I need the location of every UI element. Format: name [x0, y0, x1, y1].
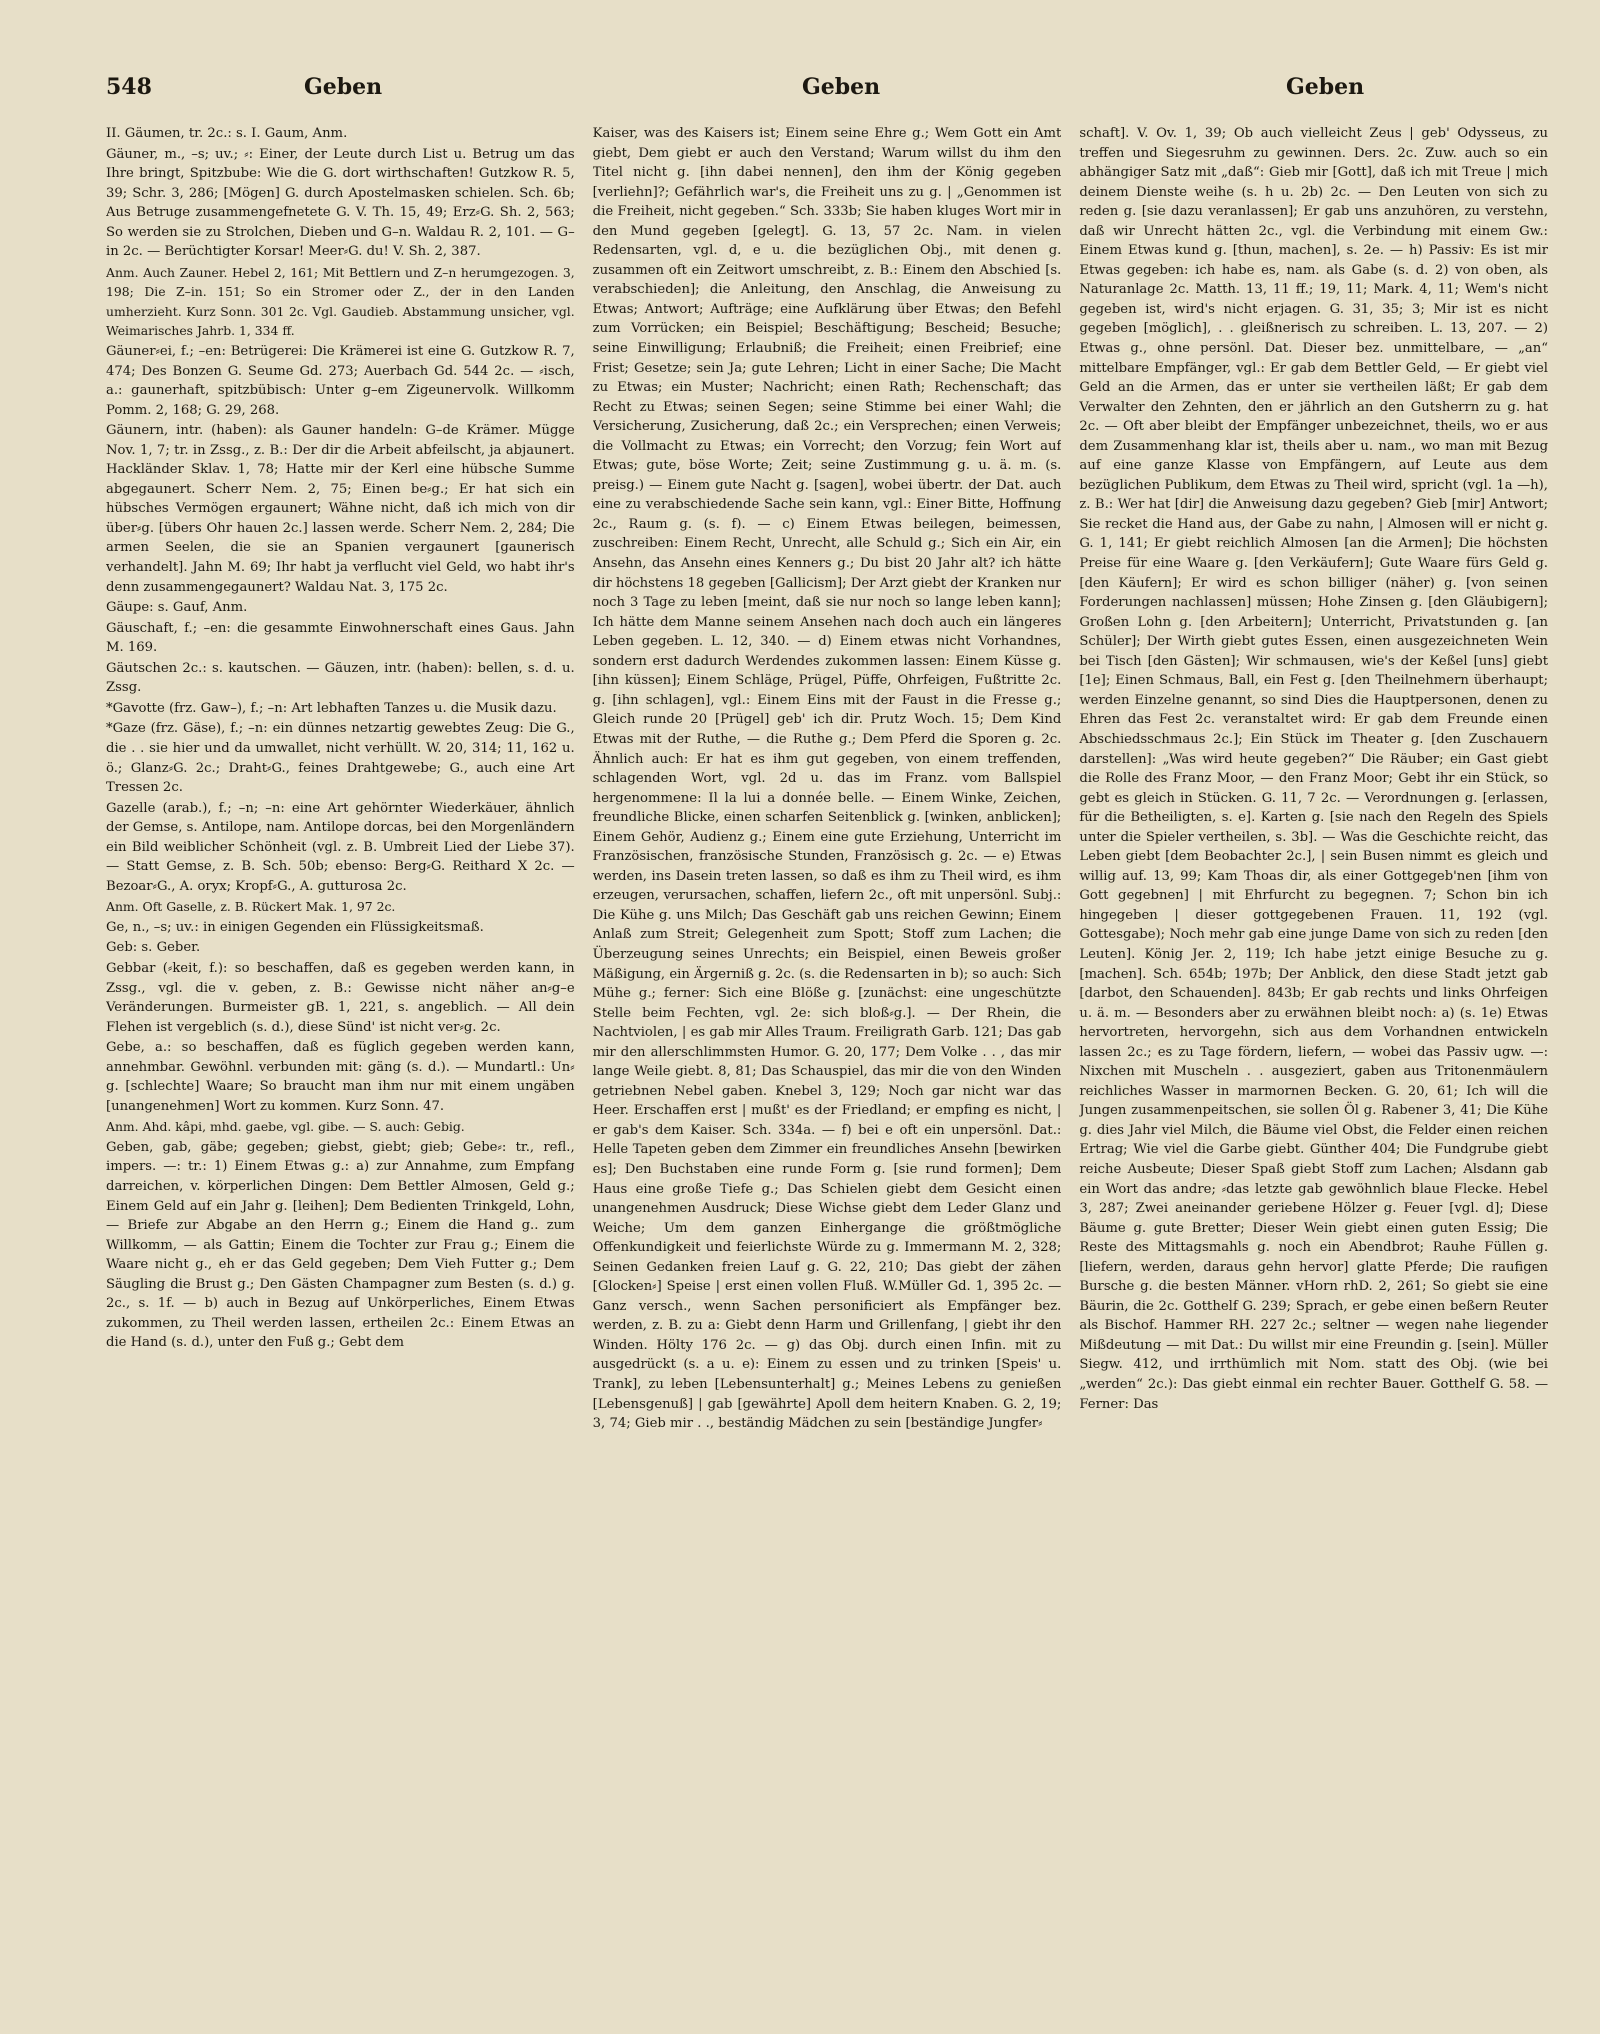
page-header: [100, 74, 1550, 110]
entry-paragraph: Gäupe: s. Gauf, Anm.: [106, 600, 248, 616]
entry-paragraph: *Gaze (frz. Gäse), f.; –n: ein dünnes netzartig gewebtes Zeug: Die G., die . . sie hier und da umwallet, nicht verhüllt. W. 20, 314; 11, 162 u. ö.; Glanz⸗G. 2c.; Draht⸗G., feines Drahtgewebe; G., auch eine Art Tressen 2c.: [106, 721, 575, 796]
entry-paragraph: Gebe, a.: so beschaffen, daß es füglich gegeben werden kann, annehmbar. Gewöhnl. verbunden mit: gäng (s. d.). — Mundartl.: Un⸗g. [schlechte] Waare; So braucht man ihm nur mit einem ungäben [unangenehmen] Wort zu kommen. Kurz Sonn. 47.: [106, 1040, 575, 1114]
entry-paragraph: Gäuner⸗ei, f.; –en: Betrügerei: Die Krämerei ist eine G. Gutzkow R. 7, 474; Des Bonzen G. Seume Gd. 273; Auerbach Gd. 544 2c. — ⸗isch, a.: gaunerhaft, spitzbübisch: Unter g–em Zigeunervolk. Willkomm Pomm. 2, 168; G. 29, 268.: [106, 344, 575, 418]
running-title-center: Geben: [802, 74, 881, 100]
text-columns: [106, 124, 1548, 1994]
entry-paragraph: *Gavotte (frz. Gaw–), f.; –n: Art lebhaften Tanzes u. die Musik dazu.: [106, 700, 557, 716]
entry-paragraph: Gäuschaft, f.; –en: die gesammte Einwohnerschaft eines Gaus. Jahn M. 169.: [106, 620, 575, 656]
entry-paragraph: Gäutschen 2c.: s. kautschen. — Gäuzen, intr. (haben): bellen, s. d. u. Zssg.: [106, 660, 575, 696]
entry-paragraph: Geben, gab, gäbe; gegeben; giebst, giebt; gieb; Gebe⸗: tr., refl., impers. —: tr.: 1) Einem Etwas g.: a) zur Annahme, zum Empfang darreichen, v. körperlichen Dingen: Dem Bettler Almosen, Geld g.; Einem Geld auf ein Jahr g. [leihen]; Dem Bedienten Trinkgeld, Lohn, — Briefe zur Abgabe an den Herrn g.; Einem die Hand g.. zum Willkomm, — als Gattin; Einem die Tochter zur Frau g.; Einem die Waare nicht g., eh er das Geld gegeben; Dem Vieh Futter g.; Dem Säugling die Brust g.; Den Gästen Champagner zum Besten (s. d.) g. 2c., s. 1f. — b) auch in Bezug auf Unkörperliches, Einem Etwas zukommen, zu Theil werden lassen, ertheilen 2c.: Einem Etwas an die Hand (s. d.), unter den Fuß g.; Gebt dem: [106, 1139, 575, 1351]
entry-paragraph: Geb: s. Geber.: [106, 940, 201, 956]
entry-paragraph: Anm. Ahd. kâpi, mhd. gaebe, vgl. gibe. — S. auch: Gebig.: [106, 1119, 465, 1135]
entry-paragraph: Kaiser, was des Kaisers ist; Einem seine Ehre g.; Wem Gott ein Amt giebt, Dem giebt er auch den Verstand; Warum willst du ihm den Titel nicht g. [ihn dabei nennen], den ihm der König gegeben [verliehn]?; Gefährlich war's, die Freiheit uns zu g. | „Genommen ist die Freiheit, nicht gegeben.“ Sch. 333b; Sie haben kluges Wort mir in den Mund gegeben [gelegt]. G. 13, 57 2c. Nam. in vielen Redensarten, vgl. d, e u. die bezüglichen Obj., mit denen g. zusammen oft ein Zeitwort umschreibt, z. B.: Einem den Abschied [s. verabschieden]; die Anleitung, den Anschlag, die Anweisung zu Etwas; Antwort; Aufträge; eine Aufklärung über Etwas; den Befehl zum Vorrücken; ein Beispiel; Beschäftigung; Bescheid; Besuche; seine Einwilligung; Erlaubniß; die Freiheit; einen Freibrief; eine Frist; Gesetze; sein Ja; gute Lehren; Licht in einer Sache; Die Macht zu Etwas; ein Muster; Nachricht; einen Rath; Rechenschaft; das Recht zu Etwas; seinen Segen; seine Stimme bei einer Wahl; die Versicherung, Zusicherung, daß 2c.; ein Versprechen; einen Verweis; die Vollmacht zu Etwas; ein Vorrecht; den Vorzug; fein Wort auf Etwas; gute, böse Worte; Zeit; seine Zustimmung g. u. ä. m. (s. preisg.) — Einem gute Nacht g. [sagen], wobei übertr. der Dat. auch eine zu verabschiedende Sache sein kann, vgl.: Einer Bitte, Hoffnung 2c., Raum g. (s. f). — c) Einem Etwas beilegen, beimessen, zuschreiben: Einem Recht, Unrecht, alle Schuld g.; Sich ein Air, ein Ansehn, das Ansehn eines Kenners g.; Du bist 20 Jahr alt? ich hätte dir höchstens 18 gegeben [Gallicism]; Der Arzt giebt der Kranken nur noch 3 Tage zu leben [meint, daß sie nur noch so lange leben kann]; Ich hätte dem Manne seinem Ansehen nach doch auch ein längeres Leben gegeben. L. 12, 340. — d) Einem etwas nicht Vorhandnes, sondern erst dadurch Werdendes zukommen lassen: Einem Küsse g. [ihn küssen]; Einem Schläge, Prügel, Püffe, Ohrfeigen, Fußtritte 2c. g. [ihn schlagen], vgl.: Einem Eins mit der Faust in die Fresse g.; Gleich runde 20 [Prügel] geb' ich dir. Prutz Woch. 15; Dem Kind Etwas mit der Ruthe, — die Ruthe g.; Dem Pferd die Sporen g. 2c. Ähnlich auch: Er hat es ihm gut gegeben, von einem treffenden, schlagenden Wort, vgl. 2d u. das im Franz. vom Ballspiel hergenommene: Il la lui a donnée belle. — Einem Winke, Zeichen, freundliche Blicke, einen scharfen Seitenblick g. [winken, anblicken]; Einem Gehör, Audienz g.; Einem eine gute Erziehung, Unterricht im Französischen, französische Stunden, Französisch g. 2c. — e) Etwas werden, ins Dasein treten lassen, so daß es ihm zu Theil wird, es ihm erzeugen, verursachen, schaffen, liefern 2c., oft mit unpersönl. Subj.: Die Kühe g. uns Milch; Das Geschäft gab uns reichen Gewinn; Einem Anlaß zum Streit; Gelegenheit zum Spott; Stoff zum Lachen; die Überzeugung seines Unrechts; ein Beispiel, einen Beweis großer Mäßigung, ein Ärgerniß g. 2c. (s. die Redensarten in b); so auch: Sich Mühe g.; ferner: Sich eine Blöße g. [zunächst: eine ungeschützte Stelle beim Fechten, vgl. 2e: sich bloß⸗g.]. — Der Rhein, die Nachtviolen, | es gab mir Alles Traum. Freiligrath Garb. 121; Das gab mir den allerschlimmsten Humor. G. 20, 177; Dem Volke . . , das mir lange Weile giebt. 8, 81; Das Schauspiel, das mir die von den Winden getriebnen Nebel gaben. Knebel 3, 129; Noch gar nicht war das Heer. Erschaffen erst | mußt' es der Friedland; er empfing es nicht, | er gab's dem Kaiser. Sch. 334a. — f) bei e oft ein unpersönl. Dat.: Helle Tapeten geben dem Zimmer ein freundliches Ansehn [bewirken es]; Den Buchstaben eine runde Form g. [sie rund formen]; Dem Haus eine große Tiefe g.; Das Schielen giebt dem Gesicht einen unangenehmen Ausdruck; Diese Wichse giebt dem Leder Glanz und Weiche; Um dem ganzen Einhergange die größtmögliche Offenkundigkeit und feierlichste Würde zu g. Immermann M. 2, 328; Seinen Gedanken freien Lauf g. G. 22, 210; Das giebt der zähen [Glocken⸗] Speise | erst einen vollen Fluß. W.Müller Gd. 1, 395 2c. — Ganz versch., wenn Sachen personificiert als Empfänger bez. werden, z. B. zu a: Giebt denn Harm und Grillenfang, | giebt ihr den Winden. Hölty 176 2c. — g) das Obj. durch einen Infin. mit zu ausgedrückt (s. a u. e): Einem zu essen und zu trinken [Speis' u. Trank], zu leben [Lebensunterhalt] g.; Meines Lebens zu genießen [Lebensgenuß] | gab [gewährte] Apoll dem heitern Knaben. G. 2, 19; 3, 74; Gieb mir . ., beständig Mädchen zu sein [beständige Jungfer⸗: [592, 126, 1062, 1432]
page-number: 548: [106, 74, 152, 100]
entry-paragraph: Gebbar (⸗keit, f.): so beschaffen, daß es gegeben werden kann, in Zssg., vgl. die v. geben, z. B.: Gewisse nicht näher an⸗g–e Veränderungen. Burmeister gB. 1, 221, s. angeblich. — All dein Flehen ist vergeblich (s. d.), diese Sünd' ist nicht ver⸗g. 2c.: [106, 960, 575, 1035]
running-title-left: Geben: [304, 74, 383, 100]
entry-paragraph: schaft]. V. Ov. 1, 39; Ob auch vielleicht Zeus | geb' Odysseus, zu treffen und Siegesruhm zu gewinnen. Ders. 2c. Zuw. auch so ein abhängiger Satz mit „daß“: Gieb mir [Gott], daß ich mit Treue | mich deinem Dienste weihe (s. h u. 2b) 2c. — Den Leuten von sich zu reden g. [sie dazu veranlassen]; Er gab uns anzuhören, zu verstehn, daß wir Unrecht hätten 2c., vgl. die Verbindung mit einem Gw.: Einem Etwas kund g. [thun, machen], s. 2e. — h) Passiv: Es ist mir Etwas gegeben: ich habe es, nam. als Gabe (s. d. 2) von oben, als Naturanlage 2c. Matth. 13, 11 ff.; 19, 11; Mark. 4, 11; Wem's nicht gegeben ist, wird's nicht erjagen. G. 31, 35; 3; Mir ist es nicht gegeben [möglich], . . gleißnerisch zu schreiben. L. 13, 207. — 2) Etwas g., ohne persönl. Dat. Dieser bez. unmittelbare, — „an“ mittelbare Empfänger, vgl.: Er gab dem Bettler Geld, — Er giebt viel Geld an die Armen, das er unter sie vertheilen läßt; Er gab dem Verwalter den Zehnten, den er jährlich an den Gutsherrn zu g. hat 2c. — Oft aber bleibt der Empfänger unbezeichnet, theils, wo er aus dem Zusammenhang klar ist, theils aber u. nam., wo man mit Bezug auf eine ganze Klasse von Empfängern, auf Leute aus dem bezüglichen Publikum, dem Etwas zu Theil wird, spricht (vgl. 1a —h), z. B.: Wer hat [dir] die Anweisung dazu gegeben? Gieb [mir] Antwort; Sie recket die Hand aus, der Gabe zu nahn, | Almosen will er nicht g. G. 1, 141; Er giebt reichlich Almosen [an die Armen]; Die höchsten Preise für eine Waare g. [den Verkäufern]; Gute Waare fürs Geld g. [den Käufern]; Er wird es schon billiger (näher) g. [von seinen Forderungen nachlassen] müssen; Hohe Zinsen g. [den Gläubigern]; Großen Lohn g. [den Arbeitern]; Unterricht, Privatstunden g. [an Schüler]; Der Wirth giebt gutes Essen, einen ausgezeichneten Wein bei Tisch [den Gästen]; Wir schmausen, wie's der Keßel [uns] giebt [1e]; Einen Schmaus, Ball, ein Fest g. [den Theilnehmern überhaupt; werden Einzelne genannt, so sind Dies die Hauptpersonen, denen zu Ehren das Fest 2c. veranstaltet wird: Er gab dem Freunde einen Abschiedsschmaus 2c.]; Ein Stück im Theater g. [den Zuschauern darstellen]: „Was wird heute gegeben?“ Die Räuber; ein Gast giebt die Rolle des Franz Moor, — den Franz Moor; Gebt ihr ein Stück, so gebt es gleich in Stücken. G. 11, 7 2c. — Verordnungen g. [erlassen, für die Betheiligten, s. e]. Karten g. [sie nach den Regeln des Spiels unter die Spieler vertheilen, s. 3b]. — Was die Geschichte reicht, das Leben giebt [dem Beobachter 2c.], | sein Busen nimmt es gleich und willig auf. 13, 99; Kam Thoas dir, als einer Gottgegeb'nen [ihm von Gott gegebnen] | mit Ehrfurcht zu begegnen. 7; Schon bin ich hingegeben | dieser gottgegebenen Frauen. 11, 192 (vgl. Gottesgabe); Noch mehr gab eine junge Dame von sich zu reden [den Leuten]. König Jer. 2, 119; Ich habe jetzt einige Besuche zu g. [machen]. Sch. 654b; 197b; Der Anblick, den diese Stadt jetzt gab [darbot, den Schauenden]. 843b; Er gab rechts und links Ohrfeigen u. ä. m. — Besonders aber zu erwähnen bleibt noch: a) (s. 1e) Etwas hervortreten, hervorgehn, sich aus dem Vorhandnen entwickeln lassen 2c.; es zu Tage fördern, liefern, — wobei das Passiv ugw. —: Nixchen mit Muscheln . . ausgeziert, gaben aus Tritonenmäulern reichliches Wasser in marmornen Becken. G. 20, 61; Ich will die Jungen zusammenpeitschen, sie sollen Öl g. Rabener 3, 41; Die Kühe g. dies Jahr viel Milch, die Bäume viel Obst, die Felder einen reichen Ertrag; Wie viel die Garbe giebt. Günther 404; Die Fundgrube giebt reiche Ausbeute; Dieser Spaß giebt Stoff zum Lachen; Alsdann gab ein Wort das andre; ⸗das letzte gab gewöhnlich blaue Flecke. Hebel 3, 287; Zwei aneinander geriebene Hölzer g. Feuer [vgl. d]; Diese Bäume g. gute Bretter; Dieser Wein giebt einen guten Essig; Die Reste des Mittagsmahls g. noch ein Abendbrot; Rauhe Füllen g. [liefern, werden, daraus gehn hervor] glatte Pferde; Die raufigen Bursche g. die besten Männer. vHorn rhD. 2, 261; So giebt sie eine Bäurin, die 2c. Gotthelf G. 239; Sprach, er gebe einen beßern Reuter als Bischof. Hammer RH. 227 2c.; seltner — wegen nahe liegender Mißdeutung — mit Dat.: Du willst mir eine Freundin g. [sein]. Müller Siegw. 412, und irrthümlich mit Nom. statt des Obj. (wie bei „werden“ 2c.): Das giebt einmal ein rechter Bauer. Gotthelf G. 58. — Ferner: Das: [1079, 126, 1549, 1412]
entry-paragraph: Ge, n., –s; uv.: in einigen Gegenden ein Flüssigkeitsmaß.: [106, 919, 484, 935]
entry-paragraph: Anm. Oft Gaselle, z. B. Rückert Mak. 1, 97 2c.: [106, 899, 396, 915]
entry-paragraph: Gäunern, intr. (haben): als Gauner handeln: G–de Krämer. Mügge Nov. 1, 7; tr. in Zssg., z. B.: Der dir die Arbeit abfeilscht, ja abjaunert. Hackländer Sklav. 1, 78; Hatte mir der Kerl eine hübsche Summe abgegaunert. Scherr Nem. 2, 75; Einen be⸗g.; Er hat sich ein hübsches Vermögen ergaunert; Wähne nicht, daß ich mich von dir über⸗g. [übers Ohr hauen 2c.] lassen werde. Scherr Nem. 2, 284; Die armen Seelen, die sie an Spanien vergaunert [gaunerisch verhandelt]. Jahn M. 69; Ihr habt ja verflucht viel Geld, wo habt ihr's denn zusammengegaunert? Waldau Nat. 3, 175 2c.: [106, 423, 575, 595]
entry-paragraph: Anm. Auch Zauner. Hebel 2, 161; Mit Bettlern und Z–n herumgezogen. 3, 198; Die Z–in. 151; So ein Stromer oder Z., der in den Landen umherzieht. Kurz Sonn. 301 2c. Vgl. Gaudieb. Abstammung unsicher, vgl. Weimarisches Jahrb. 1, 334 ff.: [106, 264, 575, 339]
column-right: [1079, 124, 1548, 1994]
column-middle: [593, 124, 1062, 1994]
entry-paragraph: Gäuner, m., –s; uv.; ⸗: Einer, der Leute durch List u. Betrug um das Ihre bringt, Spitzbube: Wie die G. dort wirthschaften! Gutzkow R. 5, 39; Schr. 3, 286; [Mögen] G. durch Apostelmasken schielen. Sch. 6b; Aus Betruge zusammengefnetete G. V. Th. 15, 49; Erz⸗G. Sh. 2, 563; So werden sie zu Strolchen, Dieben und G–n. Waldau R. 2, 101. — G–in 2c. — Berüchtigter Korsar! Meer⸗G. du! V. Sh. 2, 387.: [106, 146, 575, 260]
entry-paragraph: II. Gäumen, tr. 2c.: s. I. Gaum, Anm.: [106, 126, 348, 141]
running-title-right: Geben: [1286, 74, 1365, 100]
entry-paragraph: Gazelle (arab.), f.; –n; –n: eine Art gehörnter Wiederkäuer, ähnlich der Gemse, s. Antilope, nam. Antilope dorcas, bei den Morgenländern ein Bild weiblicher Schönheit (vgl. z. B. Umbreit Lied der Liebe 37). — Statt Gemse, z. B. Sch. 50b; ebenso: Berg⸗G. Reithard X 2c. — Bezoar⸗G., A. oryx; Kropf⸗G., A. gutturosa 2c.: [106, 800, 575, 894]
column-left: [106, 124, 575, 1994]
